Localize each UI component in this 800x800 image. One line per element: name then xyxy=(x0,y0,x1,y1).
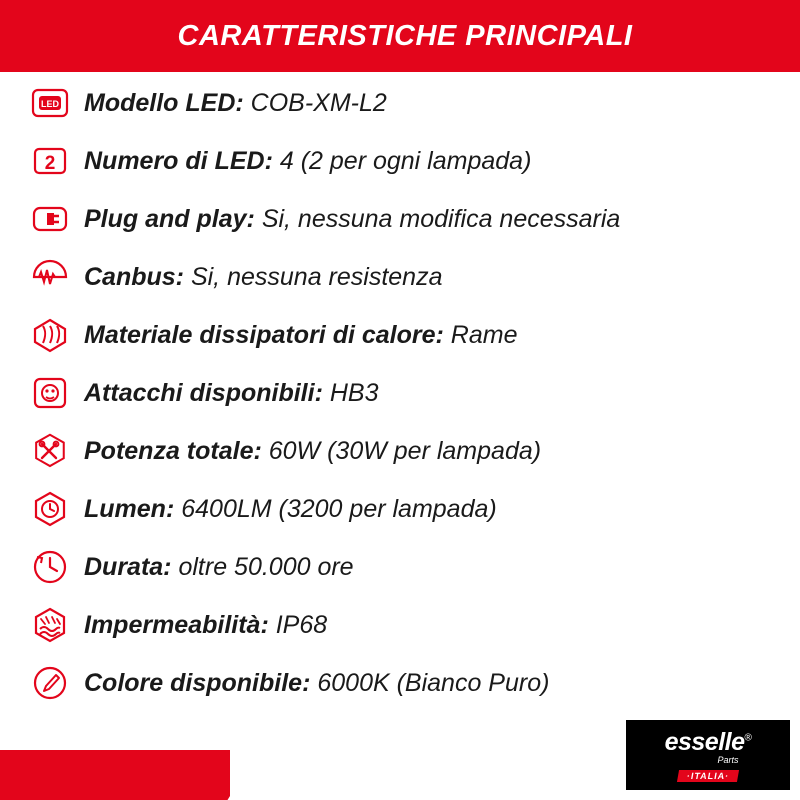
feature-label: Materiale dissipatori di calore: xyxy=(84,320,444,349)
plug-icon xyxy=(30,199,70,239)
list-item xyxy=(0,248,800,306)
list-item-text xyxy=(84,668,550,697)
feature-value: 4 (2 per ogni lampada) xyxy=(279,146,532,175)
feature-value: 6000K (Bianco Puro) xyxy=(317,668,550,697)
list-item-text xyxy=(84,204,621,233)
header-banner xyxy=(0,0,800,72)
feature-label: Modello LED: xyxy=(84,88,244,117)
power-tools-icon xyxy=(30,431,70,471)
number-two-icon xyxy=(30,141,70,181)
clock-icon xyxy=(30,547,70,587)
list-item xyxy=(0,538,800,596)
list-item xyxy=(0,422,800,480)
list-item-text xyxy=(84,378,379,407)
list-item xyxy=(0,654,800,712)
list-item-text xyxy=(84,610,328,639)
brand-subtitle: Parts xyxy=(717,755,739,765)
feature-label: Colore disponibile: xyxy=(84,668,311,697)
feature-label: Plug and play: xyxy=(84,204,255,233)
feature-value: 60W (30W per lampada) xyxy=(268,436,542,465)
footer-accent-shape xyxy=(0,730,230,800)
feature-label: Lumen: xyxy=(84,494,175,523)
list-item-text xyxy=(84,436,542,465)
led-chip-icon xyxy=(30,83,70,123)
list-item xyxy=(0,190,800,248)
lumen-gauge-icon xyxy=(30,489,70,529)
waterproof-icon xyxy=(30,605,70,645)
feature-label: Durata: xyxy=(84,552,172,581)
feature-label: Attacchi disponibili: xyxy=(84,378,323,407)
brand-country-badge: ·ITALIA· xyxy=(677,770,739,782)
feature-value: Si, nessuna modifica necessaria xyxy=(261,204,621,233)
canbus-wave-icon xyxy=(30,257,70,297)
list-item xyxy=(0,596,800,654)
feature-value: Si, nessuna resistenza xyxy=(190,262,443,291)
list-item xyxy=(0,74,800,132)
feature-value: HB3 xyxy=(329,378,379,407)
feature-value: oltre 50.000 ore xyxy=(178,552,354,581)
feature-list xyxy=(0,74,800,712)
list-item-text xyxy=(84,494,497,523)
feature-value: 6400LM (3200 per lampada) xyxy=(181,494,497,523)
svg-text:2: 2 xyxy=(44,153,56,174)
color-brush-icon xyxy=(30,663,70,703)
list-item-text xyxy=(84,552,354,581)
feature-value: IP68 xyxy=(275,610,328,639)
feature-value: Rame xyxy=(450,320,518,349)
brand-name xyxy=(665,728,752,757)
footer-accent-inner xyxy=(0,750,230,800)
list-item-text xyxy=(84,262,443,291)
brand-logo xyxy=(624,718,792,792)
page-title: CARATTERISTICHE PRINCIPALI xyxy=(177,19,633,52)
feature-label: Numero di LED: xyxy=(84,146,273,175)
list-item-text xyxy=(84,88,387,117)
feature-value: COB-XM-L2 xyxy=(250,88,387,117)
heatsink-icon xyxy=(30,315,70,355)
list-item xyxy=(0,132,800,190)
list-item-text xyxy=(84,320,518,349)
list-item xyxy=(0,364,800,422)
registered-mark: ® xyxy=(744,732,752,744)
list-item xyxy=(0,306,800,364)
list-item xyxy=(0,480,800,538)
svg-text:LED: LED xyxy=(41,99,59,109)
brand-name-text: esselle xyxy=(664,728,745,756)
bulb-socket-icon xyxy=(30,373,70,413)
feature-label: Impermeabilità: xyxy=(84,610,269,639)
feature-label: Potenza totale: xyxy=(84,436,262,465)
feature-label: Canbus: xyxy=(84,262,184,291)
list-item-text xyxy=(84,146,532,175)
